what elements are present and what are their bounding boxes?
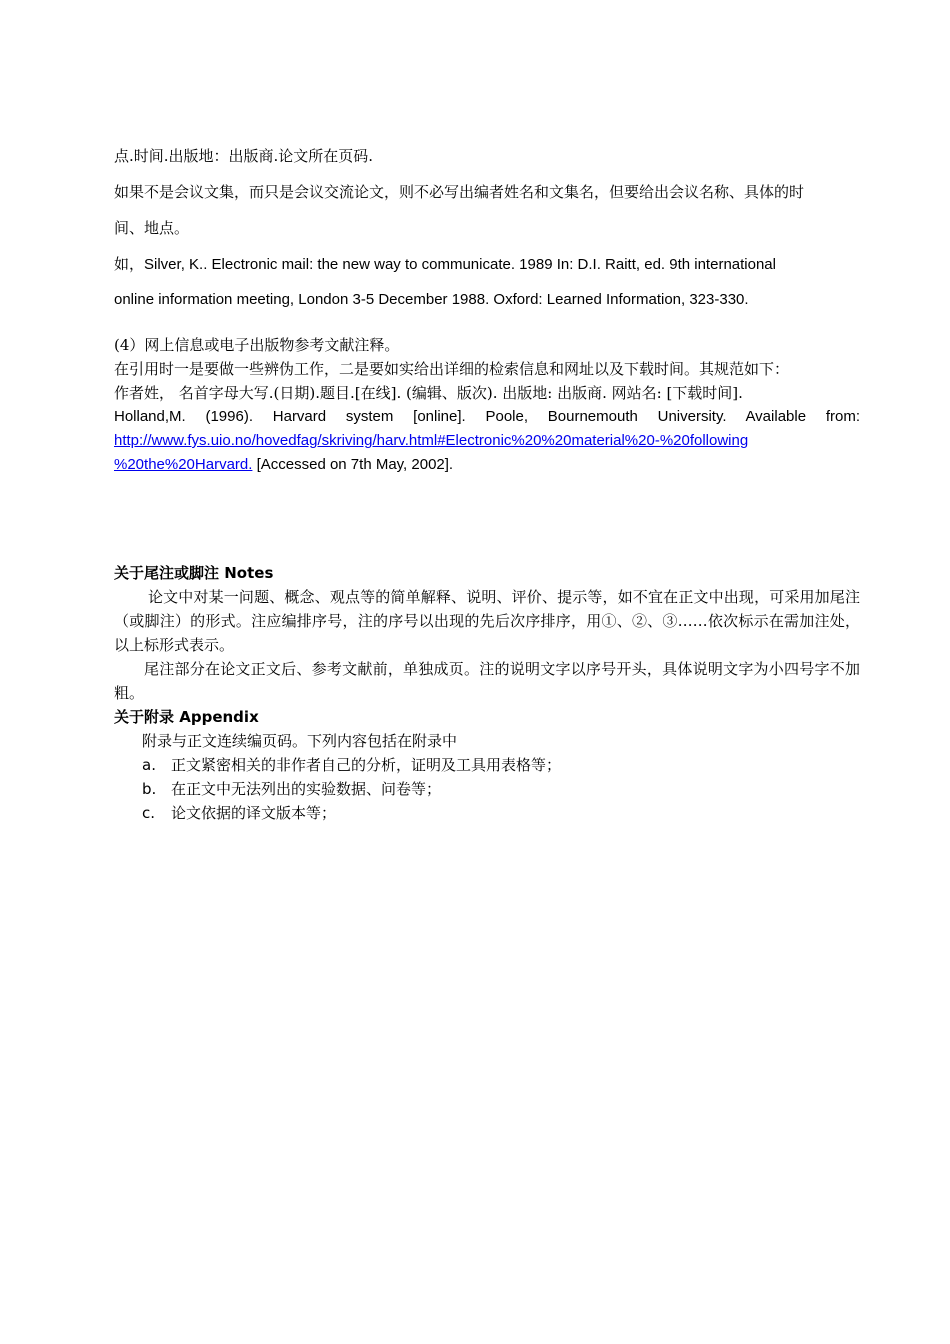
notes-heading-en: Notes [224,564,274,582]
online-example-link-cont[interactable]: %20the%20Harvard. [114,456,253,473]
notes-paragraph-1: 论文中对某一问题、概念、观点等的简单解释、说明、评价、提示等，如不宜在正文中出现，可采用加尾注（或脚注）的形式。注应编排序号，注的序号以出现的先后次序排序，用①、②、③……依次标示在需加注处，以上标形式表示。 [114,588,860,654]
appendix-intro: 附录与正文连续编页码。下列内容包括在附录中 [142,732,458,750]
list-item-text: 正文紧密相关的非作者自己的分析，证明及工具用表格等； [171,756,562,774]
conference-paper-note-line2: 间、地点。 [114,219,190,237]
ref-format-line: 点.时间.出版地：出版商.论文所在页码. [114,147,374,165]
accessed-date: [Accessed on 7th May, 2002]. [252,456,454,473]
example-text-1: Silver, K.. Electronic mail: the new way to communicate. 1989 In: D.I. Raitt, ed. 9th international [144,256,776,273]
appendix-list-item [142,777,441,801]
conference-example-line1 [114,252,860,277]
list-marker: c. [142,804,156,822]
conference-example-line2: online information meeting, London 3-5 December 1988. Oxford: Learned Information, 323-330. [114,291,749,308]
conference-paper-note-line1: 如果不是会议文集，而只是会议交流论文，则不必写出编者姓名和文集名，但要给出会议名称、具体的时 [114,183,805,201]
appendix-heading [114,705,860,729]
online-example-line: Holland,M. (1996). Harvard system [online]. Poole, Bournemouth University. Available from: [114,408,860,425]
appendix-heading-cn: 关于附录 [114,708,175,726]
list-marker: a. [142,756,156,774]
appendix-list-item [142,801,336,825]
notes-heading-cn: 关于尾注或脚注 [114,564,220,582]
online-example-link-line2 [114,453,860,477]
list-marker: b. [142,780,157,798]
online-section-line1: 在引用时一是要做一些辨伪工作，二是要如实给出详细的检索信息和网址以及下载时间。其规范如下： [114,360,790,378]
appendix-list-item [142,753,561,777]
example-prefix: 如， [114,255,145,273]
notes-paragraph-2: 尾注部分在论文正文后、参考文献前，单独成页。注的说明文字以序号开头，具体说明文字为小四号字不加粗。 [114,660,860,702]
appendix-heading-en: Appendix [179,708,259,726]
online-example-link-line1 [114,429,860,453]
list-item-text: 在正文中无法列出的实验数据、问卷等； [171,780,442,798]
online-section-title: (4）网上信息或电子出版物参考文献注释。 [114,336,400,354]
list-item-text: 论文依据的译文版本等； [171,804,337,822]
online-section-format: 作者姓， 名首字母大写.(日期).题目.[在线]. (编辑、版次). 出版地: 出版商. 网站名: [下载时间]. [114,384,743,402]
online-example-link[interactable]: http://www.fys.uio.no/hovedfag/skriving/harv.html#Electronic%20%20material%20-%20following [114,432,749,449]
notes-heading [114,561,860,585]
